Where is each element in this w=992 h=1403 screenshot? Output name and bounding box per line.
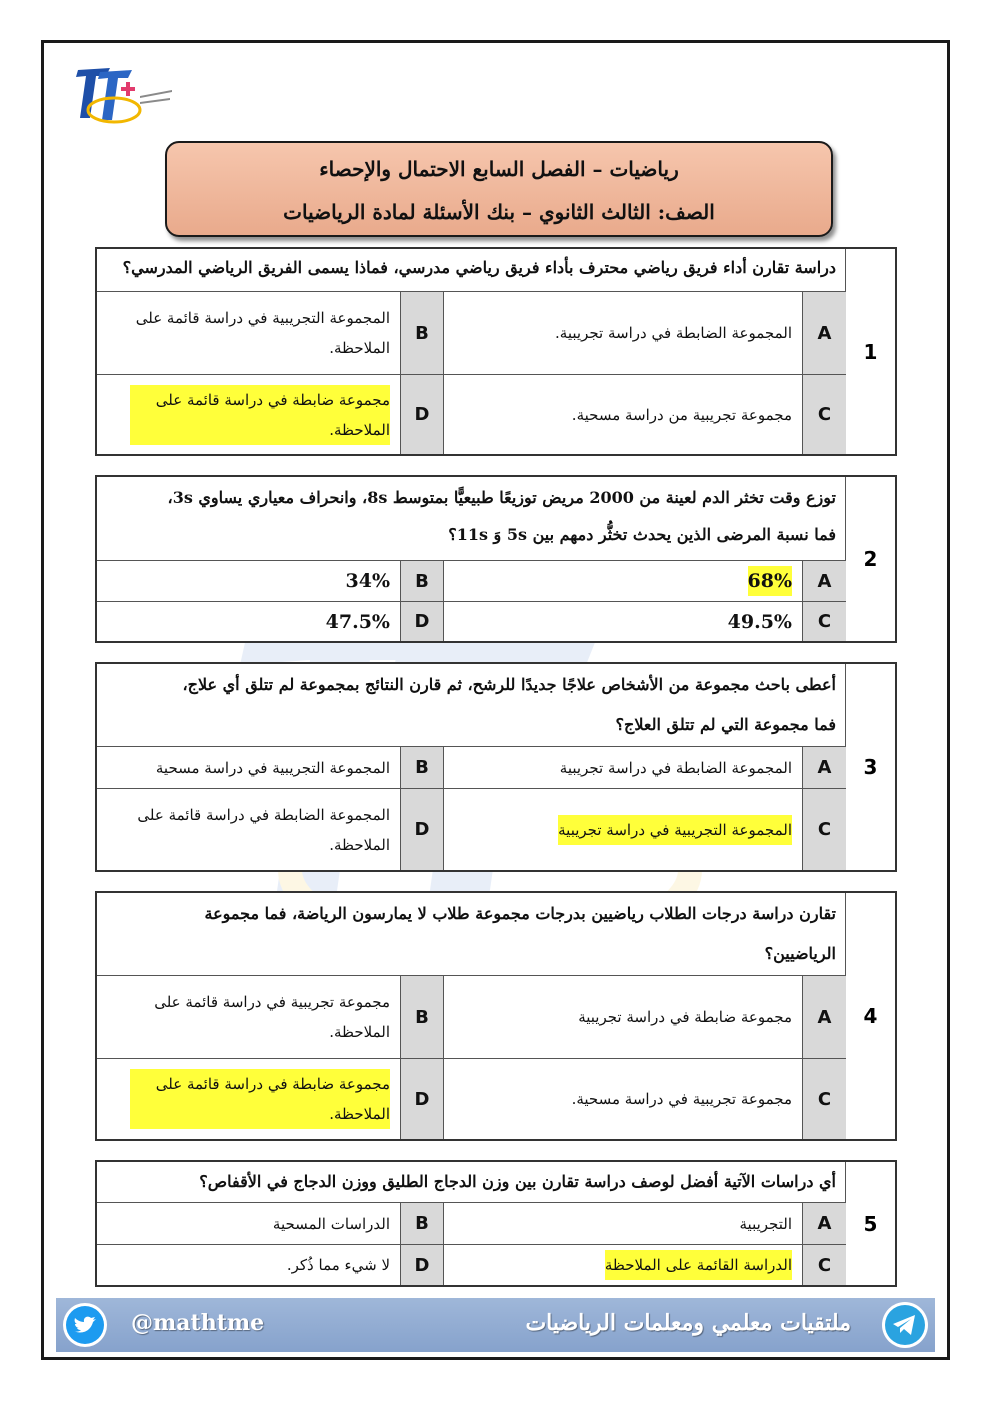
question-text-line-2: الرياضيين؟ — [764, 944, 836, 963]
question-1 — [95, 247, 897, 456]
question-5 — [95, 1160, 897, 1287]
question-stem-row — [97, 1162, 846, 1203]
option-d-text: المجموعة الضابطة في دراسة قائمة على الملاحظة. — [137, 805, 390, 854]
question-stem-row — [97, 664, 846, 747]
options-row-ab — [97, 561, 846, 602]
option-d-label: D — [400, 1059, 444, 1139]
title-banner — [165, 141, 833, 237]
option-a-label: A — [802, 747, 846, 788]
options-row-cd — [97, 602, 846, 641]
options-row-cd — [97, 789, 846, 870]
logo-icon — [70, 62, 175, 132]
question-text: دراسة تقارن أداء فريق رياضي محترف بأداء فريق رياضي مدرسي، فماذا يسمى الفريق الرياضي المدرسي؟ — [122, 258, 836, 277]
option-d-label: D — [400, 1245, 444, 1285]
option-c[interactable] — [444, 1245, 802, 1285]
option-b-text: مجموعة تجريبية في دراسة قائمة على الملاحظة. — [154, 993, 390, 1041]
question-number: 4 — [845, 893, 895, 1139]
option-b-label: B — [400, 747, 444, 788]
option-c[interactable] — [444, 375, 802, 454]
option-b-label: B — [400, 292, 444, 374]
option-b[interactable] — [97, 747, 400, 788]
twitter-icon[interactable] — [62, 1302, 108, 1348]
question-4 — [95, 891, 897, 1141]
option-b-label: B — [400, 561, 444, 601]
option-a-text: المجموعة الضابطة في دراسة تجريبية — [559, 758, 792, 777]
option-b[interactable] — [97, 292, 400, 374]
option-a-text: المجموعة الضابطة في دراسة تجريبية. — [555, 324, 792, 342]
option-c-label: C — [802, 1245, 846, 1285]
grade-title: الصف: الثالث الثانوي – بنك الأسئلة لمادة الرياضيات — [283, 200, 715, 224]
question-number: 5 — [845, 1162, 895, 1285]
option-a-label: A — [802, 1203, 846, 1244]
footer-banner — [56, 1298, 935, 1352]
option-c-text-highlighted: المجموعة التجريبية في دراسة تجريبية — [558, 815, 792, 845]
question-text-line-2: فما نسبة المرضى الذين يحدث تخثُّر دمهم بين 5s وَ 11s؟ — [448, 525, 836, 544]
option-a[interactable] — [444, 976, 802, 1058]
channel-name: ملتقيات معلمي ومعلمات الرياضيات — [525, 1310, 851, 1336]
option-c-label: C — [802, 789, 846, 870]
options-row-ab — [97, 292, 846, 375]
option-c-label: C — [802, 1059, 846, 1139]
question-number: 2 — [845, 477, 895, 641]
option-b-text: 34% — [345, 570, 390, 592]
option-d-label: D — [400, 602, 444, 641]
option-d[interactable] — [97, 789, 400, 870]
options-row-cd — [97, 375, 846, 454]
options-row-ab — [97, 1203, 846, 1245]
option-a[interactable] — [444, 292, 802, 374]
option-b-label: B — [400, 976, 444, 1058]
option-a-text: مجموعة ضابطة في دراسة تجريبية — [578, 1008, 792, 1026]
social-handle[interactable]: @mathtme — [131, 1310, 265, 1336]
telegram-icon[interactable] — [881, 1301, 929, 1349]
option-d-text: لا شيء مما ذُكر. — [286, 1256, 390, 1274]
option-c[interactable] — [444, 602, 802, 641]
option-a[interactable] — [444, 561, 802, 601]
option-a-text: التجريبية — [739, 1214, 792, 1233]
option-b-text: الدراسات المسحية — [272, 1214, 390, 1233]
option-d-text-highlighted: مجموعة ضابطة في دراسة قائمة على الملاحظة. — [130, 1069, 390, 1129]
option-a[interactable] — [444, 1203, 802, 1244]
option-c-label: C — [802, 602, 846, 641]
option-c-text: مجموعة تجريبية من دراسة مسحية. — [571, 405, 792, 424]
question-text-line-1: تقارن دراسة درجات الطلاب رياضيين بدرجات مجموعة طلاب لا يمارسون الرياضة، فما مجموعة — [204, 904, 836, 923]
option-c-label: C — [802, 375, 846, 454]
options-row-ab — [97, 976, 846, 1059]
question-text-line-2: فما مجموعة التي لم تتلق العلاج؟ — [615, 715, 836, 734]
option-c[interactable] — [444, 1059, 802, 1139]
option-d[interactable] — [97, 375, 400, 454]
options-row-ab — [97, 747, 846, 789]
option-a-label: A — [802, 292, 846, 374]
option-d-text: 47.5% — [325, 610, 390, 633]
option-a-label: A — [802, 976, 846, 1058]
option-d[interactable] — [97, 1245, 400, 1285]
question-number: 3 — [845, 664, 895, 870]
option-d-label: D — [400, 375, 444, 454]
option-b-text: المجموعة التجريبية في دراسة قائمة على الملاحظة. — [135, 309, 390, 357]
option-d-label: D — [400, 789, 444, 870]
options-row-cd — [97, 1059, 846, 1139]
question-2 — [95, 475, 897, 643]
option-d[interactable] — [97, 602, 400, 641]
option-c-text: 49.5% — [727, 610, 792, 633]
option-c[interactable] — [444, 789, 802, 870]
option-a-label: A — [802, 561, 846, 601]
question-stem-row — [97, 893, 846, 976]
option-b[interactable] — [97, 561, 400, 601]
question-text-line-1: توزع وقت تخثر الدم لعينة من 2000 مريض توزيعًا طبيعيًّا بمتوسط 8s، وانحراف معياري يساوي 3s، — [167, 488, 836, 507]
option-d[interactable] — [97, 1059, 400, 1139]
option-b-text: المجموعة التجريبية في دراسة مسحية — [155, 758, 390, 777]
question-3 — [95, 662, 897, 872]
option-b[interactable] — [97, 1203, 400, 1244]
question-text: أي دراسات الآتية أفضل لوصف دراسة تقارن بين وزن الدجاج الطليق ووزن الدجاج في الأقفاص؟ — [199, 1172, 836, 1191]
question-number: 1 — [845, 249, 895, 454]
question-text-line-1: أعطى باحث مجموعة من الأشخاص علاجًا جديدًا للرشح، ثم قارن النتائج بمجموعة لم تتلق أي علاج، — [182, 675, 836, 694]
option-b-label: B — [400, 1203, 444, 1244]
option-c-text: مجموعة تجريبية في دراسة مسحية. — [571, 1090, 792, 1108]
option-a-text-highlighted: 68% — [748, 566, 793, 596]
question-stem-row — [97, 249, 846, 292]
options-row-cd — [97, 1245, 846, 1285]
subject-title: رياضيات – الفصل السابع الاحتمال والإحصاء — [319, 157, 679, 181]
option-d-text-highlighted: مجموعة ضابطة في دراسة قائمة على الملاحظة. — [130, 385, 390, 445]
question-stem-row — [97, 477, 846, 561]
option-c-text-highlighted: الدراسة القائمة على الملاحظة — [605, 1250, 792, 1280]
option-b[interactable] — [97, 976, 400, 1058]
option-a[interactable] — [444, 747, 802, 788]
